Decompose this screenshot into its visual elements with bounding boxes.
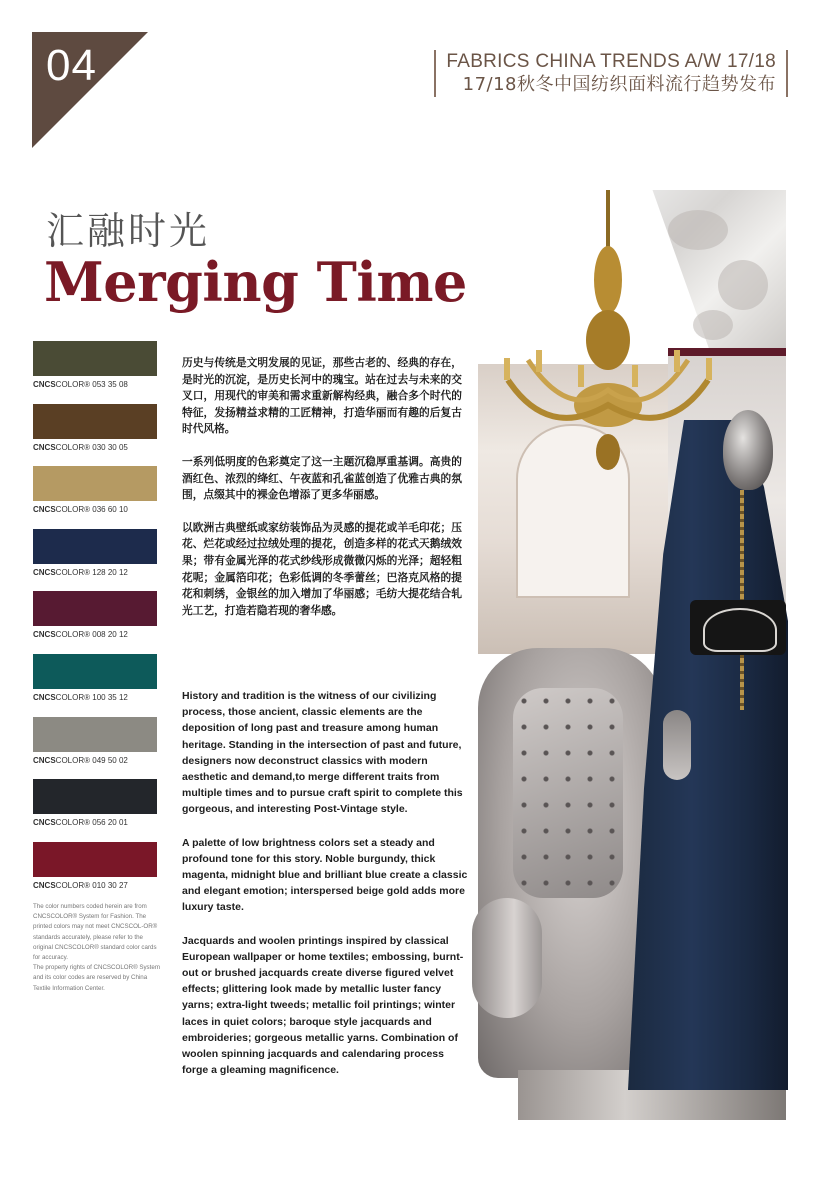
body-text-cn bbox=[182, 355, 462, 635]
disclaimer-paragraph: The color numbers coded herein are from CNCSCOLOR® System for Fashion. The printed colors may not meet CNCSCOL-OR® standards accurately, please refer to the original CNCSCOLOR® standard color cards for accuracy. bbox=[33, 903, 158, 962]
silver-hand bbox=[663, 710, 691, 780]
swatch-code-value: 008 20 12 bbox=[92, 630, 128, 640]
body-paragraph-cn: 一系列低明度的色彩奠定了这一主题沉稳厚重基调。高贵的酒红色、浓烈的绛红、午夜蓝和孔雀蓝创造了优雅古典的氛围，点缀其中的裸金色增添了更多华丽感。 bbox=[182, 454, 462, 502]
swatch-chip bbox=[33, 779, 157, 814]
metallic-mask-head bbox=[723, 410, 773, 490]
swatch-code-value: 128 20 12 bbox=[92, 567, 128, 577]
swatch-code-value: 010 30 27 bbox=[92, 880, 128, 890]
swatch-code-value: 030 30 05 bbox=[92, 442, 128, 452]
swatch-code bbox=[33, 443, 128, 452]
swatch-code-value: 053 35 08 bbox=[92, 380, 128, 389]
swatch-chip bbox=[33, 591, 157, 626]
swatch-brand: CNCS bbox=[33, 880, 56, 890]
body-paragraph-en: Jacquards and woolen printings inspired by classical European wallpaper or home textiles; embossing, burnt-out or brushed jacquards create diverse figured velvet effects; glittering look made by metallic luster fancy yarns; extra-light tweeds; metallic foil printings; winter laces in quiet colors; baroque style jacquards and embroideries; gorgeous metallic yarns. Combination of woolen spinning jacquards and calendaring process forge a gleaming magnificence. bbox=[182, 934, 464, 1077]
swatch-code bbox=[33, 693, 128, 702]
swatch-chip bbox=[33, 654, 157, 689]
header bbox=[434, 50, 788, 97]
swatch-brand-suffix: COLOR® bbox=[55, 880, 91, 890]
swatch-brand-suffix: COLOR® bbox=[55, 630, 91, 640]
swatch-brand-suffix: COLOR® bbox=[55, 567, 91, 577]
body-paragraph-en: A palette of low brightness colors set a steady and profound tone for this story. Noble burgundy, thick magenta, midnight blue and brilliant blue create a classic and elegant emotion; interspersed beige gold adds more luxury taste. bbox=[182, 836, 468, 914]
swatch-brand: CNCS bbox=[33, 505, 56, 515]
swatch-code bbox=[33, 881, 128, 890]
color-swatch bbox=[33, 529, 157, 592]
swatch-chip bbox=[33, 466, 157, 501]
header-title-en: FABRICS CHINA TRENDS A/W 17/18 bbox=[446, 51, 776, 72]
swatch-code bbox=[33, 756, 128, 765]
swatch-brand-suffix: COLOR® bbox=[55, 380, 91, 389]
mood-image-collage bbox=[478, 190, 786, 1120]
body-paragraph-cn: 历史与传统是文明发展的见证，那些古老的、经典的存在，是时光的沉淀，是历史长河中的瑰宝。站在过去与未来的交叉口，用现代的审美和需求重新解构经典，融合多个时代的特征，发扬精益求精的工匠精神，打造华丽而有趣的后复古时代风格。 bbox=[182, 356, 462, 436]
color-swatch bbox=[33, 654, 157, 717]
swatch-code-value: 036 60 10 bbox=[92, 505, 128, 515]
swatch-brand: CNCS bbox=[33, 380, 56, 389]
color-disclaimer bbox=[33, 902, 161, 994]
swatch-code bbox=[33, 818, 128, 827]
swatch-brand-suffix: COLOR® bbox=[55, 818, 91, 828]
swatch-code bbox=[33, 568, 128, 577]
swatch-brand-suffix: COLOR® bbox=[55, 505, 91, 515]
swatch-chip bbox=[33, 341, 157, 376]
swatch-code bbox=[33, 380, 128, 389]
chair-arm bbox=[472, 898, 542, 1018]
color-swatch bbox=[33, 404, 157, 467]
swatch-brand-suffix: COLOR® bbox=[55, 755, 91, 765]
disclaimer-paragraph: The property rights of CNCSCOLOR® System and its color codes are reserved by China Textile Information Center. bbox=[33, 964, 160, 992]
color-swatch bbox=[33, 591, 157, 654]
body-paragraph-en: History and tradition is the witness of our civilizing process, those ancient, classic elements are the deposition of long past and treasure among human heritage. Standing in the intersection of past and future, designers now deconstruct classics with modern aesthetic and demand,to merge different traits from multiple times and to pursue craft spirit to complete this gorgeous, and interesting Post-Vintage style. bbox=[182, 690, 463, 816]
chair-tufted-back bbox=[513, 688, 623, 898]
swatch-chip bbox=[33, 842, 157, 877]
color-swatch bbox=[33, 466, 157, 529]
swatch-brand: CNCS bbox=[33, 630, 56, 640]
color-swatch bbox=[33, 341, 157, 404]
swatch-brand: CNCS bbox=[33, 818, 56, 828]
swatch-chip bbox=[33, 717, 157, 752]
color-swatch-list bbox=[33, 341, 157, 904]
page-number: 04 bbox=[46, 41, 97, 90]
swatch-brand: CNCS bbox=[33, 692, 56, 702]
swatch-code-value: 049 50 02 bbox=[92, 755, 128, 765]
swatch-brand: CNCS bbox=[33, 755, 56, 765]
swatch-chip bbox=[33, 404, 157, 439]
swatch-code bbox=[33, 630, 128, 639]
color-swatch bbox=[33, 842, 157, 905]
swatch-code-value: 100 35 12 bbox=[92, 692, 128, 702]
swatch-brand-suffix: COLOR® bbox=[55, 692, 91, 702]
theme-title-cn: 汇融时光 bbox=[46, 209, 211, 253]
body-text-en bbox=[182, 688, 472, 1095]
belt-motif bbox=[703, 608, 777, 652]
theme-title-en: Merging Time bbox=[44, 250, 467, 314]
swatch-chip bbox=[33, 529, 157, 564]
color-swatch bbox=[33, 717, 157, 780]
swatch-code-value: 056 20 01 bbox=[92, 818, 128, 828]
header-title-cn: 17/18秋冬中国纺织面料流行趋势发布 bbox=[462, 74, 776, 95]
swatch-code bbox=[33, 505, 128, 514]
body-paragraph-cn: 以欧洲古典壁纸或家纺装饰品为灵感的提花或羊毛印花；压花、烂花或经过拉绒处理的提花，创造多样的花式天鹅绒效果；带有金属光泽的花式纱线形成微微闪烁的光泽；超轻粗花呢；金属箔印花；色彩低调的冬季蕾丝；巴洛克风格的提花和刺绣，金银丝的加入增加了华丽感；毛纺大提花结合轧光工艺，打造若隐若现的奢华感。 bbox=[182, 520, 462, 617]
swatch-brand-suffix: COLOR® bbox=[55, 442, 91, 452]
swatch-brand: CNCS bbox=[33, 442, 56, 452]
color-swatch bbox=[33, 779, 157, 842]
swatch-brand: CNCS bbox=[33, 567, 56, 577]
